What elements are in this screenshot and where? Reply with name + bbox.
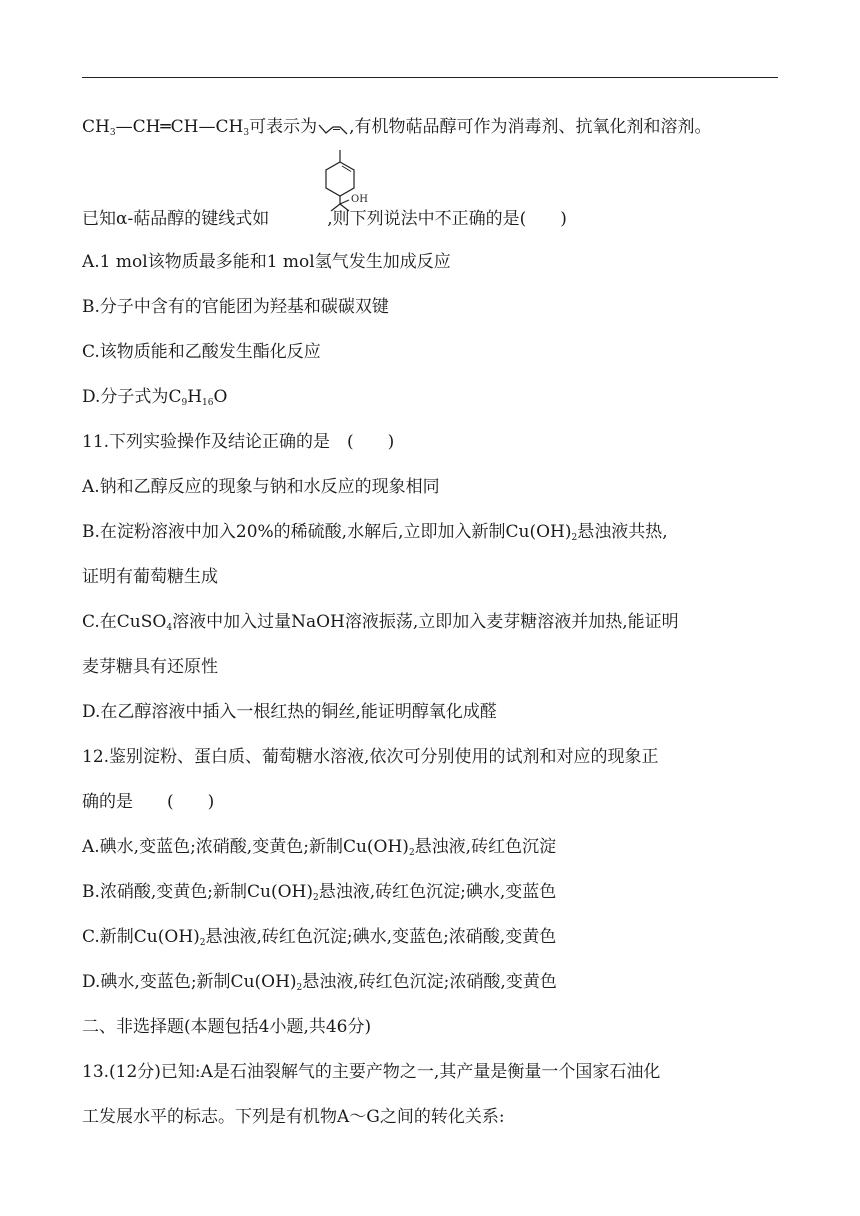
subscript: 2 — [408, 848, 415, 858]
q11-option-c-cont: 麦芽糖具有还原性 — [82, 657, 218, 677]
q11-option-a: A.钠和乙醇反应的现象与钠和水反应的现象相同 — [82, 477, 440, 497]
subscript: 16 — [202, 398, 214, 408]
option-text: B.浓硝酸,变黄色;新制Cu(OH) — [82, 882, 314, 902]
option-text: C.在CuSO — [82, 612, 167, 632]
formula-bond: —CH — [115, 117, 161, 137]
intro-tail: ,有机物萜品醇可作为消毒剂、抗氧化剂和溶剂。 — [349, 117, 712, 137]
option-d-prefix: D.分子式为 — [82, 387, 169, 407]
q10-option-b: B.分子中含有的官能团为羟基和碳碳双键 — [82, 297, 389, 317]
option-text: 悬浊液,砖红色沉淀;碘水,变蓝色;浓硝酸,变黄色 — [205, 927, 557, 947]
q10-question: ,则下列说法中不正确的是( ) — [327, 209, 567, 229]
section-heading: 二、非选择题(本题包括4小题,共46分) — [82, 1017, 372, 1037]
q10-intro-line — [82, 116, 782, 138]
q11-option-c — [82, 611, 782, 633]
q12-option-d — [82, 971, 782, 993]
q12-option-a — [82, 836, 782, 858]
q11-option-b — [82, 521, 782, 543]
subscript: 2 — [571, 533, 578, 543]
option-text: 悬浊液,砖红色沉淀 — [414, 837, 557, 857]
option-text: A.碘水,变蓝色;浓硝酸,变黄色;新制Cu(OH) — [82, 837, 409, 857]
formula-ch: CH — [82, 117, 110, 137]
oh-label: OH — [351, 194, 368, 205]
header-rule — [82, 77, 778, 78]
formula-c: C — [168, 387, 182, 407]
q10-option-d — [82, 386, 782, 408]
subscript: 4 — [166, 623, 173, 633]
q13-stem: 13.(12分)已知:A是石油裂解气的主要产物之一,其产量是衡量一个国家石油化 — [82, 1062, 661, 1082]
subscript: 3 — [109, 128, 116, 138]
formula-o: O — [213, 387, 228, 407]
option-text: 悬浊液,砖红色沉淀;碘水,变蓝色 — [318, 882, 557, 902]
option-text: 溶液中加入过量NaOH溶液振荡,立即加入麦芽糖溶液并加热,能证明 — [172, 612, 679, 632]
q12-stem: 12.鉴别淀粉、蛋白质、葡萄糖水溶液,依次可分别使用的试剂和对应的现象正 — [82, 747, 659, 767]
q10-lead: 已知α-萜品醇的键线式如 — [82, 209, 270, 229]
q12-stem-cont: 确的是 ( ) — [82, 792, 215, 812]
q11-option-d: D.在乙醇溶液中插入一根红热的铜丝,能证明醇氧化成醛 — [82, 702, 497, 722]
q11-option-b-cont: 证明有葡萄糖生成 — [82, 567, 218, 587]
intro-text: 可表示为 — [249, 117, 318, 137]
option-text: B.在淀粉溶液中加入20%的稀硫酸,水解后,立即加入新制Cu(OH) — [82, 522, 572, 542]
option-text: C.新制Cu(OH) — [82, 927, 200, 947]
subscript: 2 — [296, 983, 303, 993]
q11-stem: 11.下列实验操作及结论正确的是 ( ) — [82, 432, 395, 452]
q10-option-c: C.该物质能和乙酸发生酯化反应 — [82, 342, 321, 362]
option-text: 悬浊液,砖红色沉淀;浓硝酸,变黄色 — [302, 972, 557, 992]
double-bond: ═ — [160, 117, 171, 137]
butene-skeleton-icon — [318, 121, 348, 135]
subscript: 2 — [313, 893, 319, 903]
q10-question-line — [82, 208, 782, 230]
q12-option-b — [82, 881, 782, 903]
subscript: 9 — [181, 398, 188, 408]
q12-option-c — [82, 926, 782, 948]
q10-option-a: A.1 mol该物质最多能和1 mol氢气发生加成反应 — [82, 252, 451, 272]
option-text: 悬浊液共热, — [577, 522, 668, 542]
q13-stem-cont: 工发展水平的标志。下列是有机物A～G之间的转化关系: — [82, 1107, 505, 1127]
option-text: D.碘水,变蓝色;新制Cu(OH) — [82, 972, 297, 992]
formula-ch2: CH—CH — [170, 117, 244, 137]
subscript: 3 — [243, 128, 250, 138]
formula-h: H — [187, 387, 203, 407]
subscript: 2 — [199, 938, 206, 948]
